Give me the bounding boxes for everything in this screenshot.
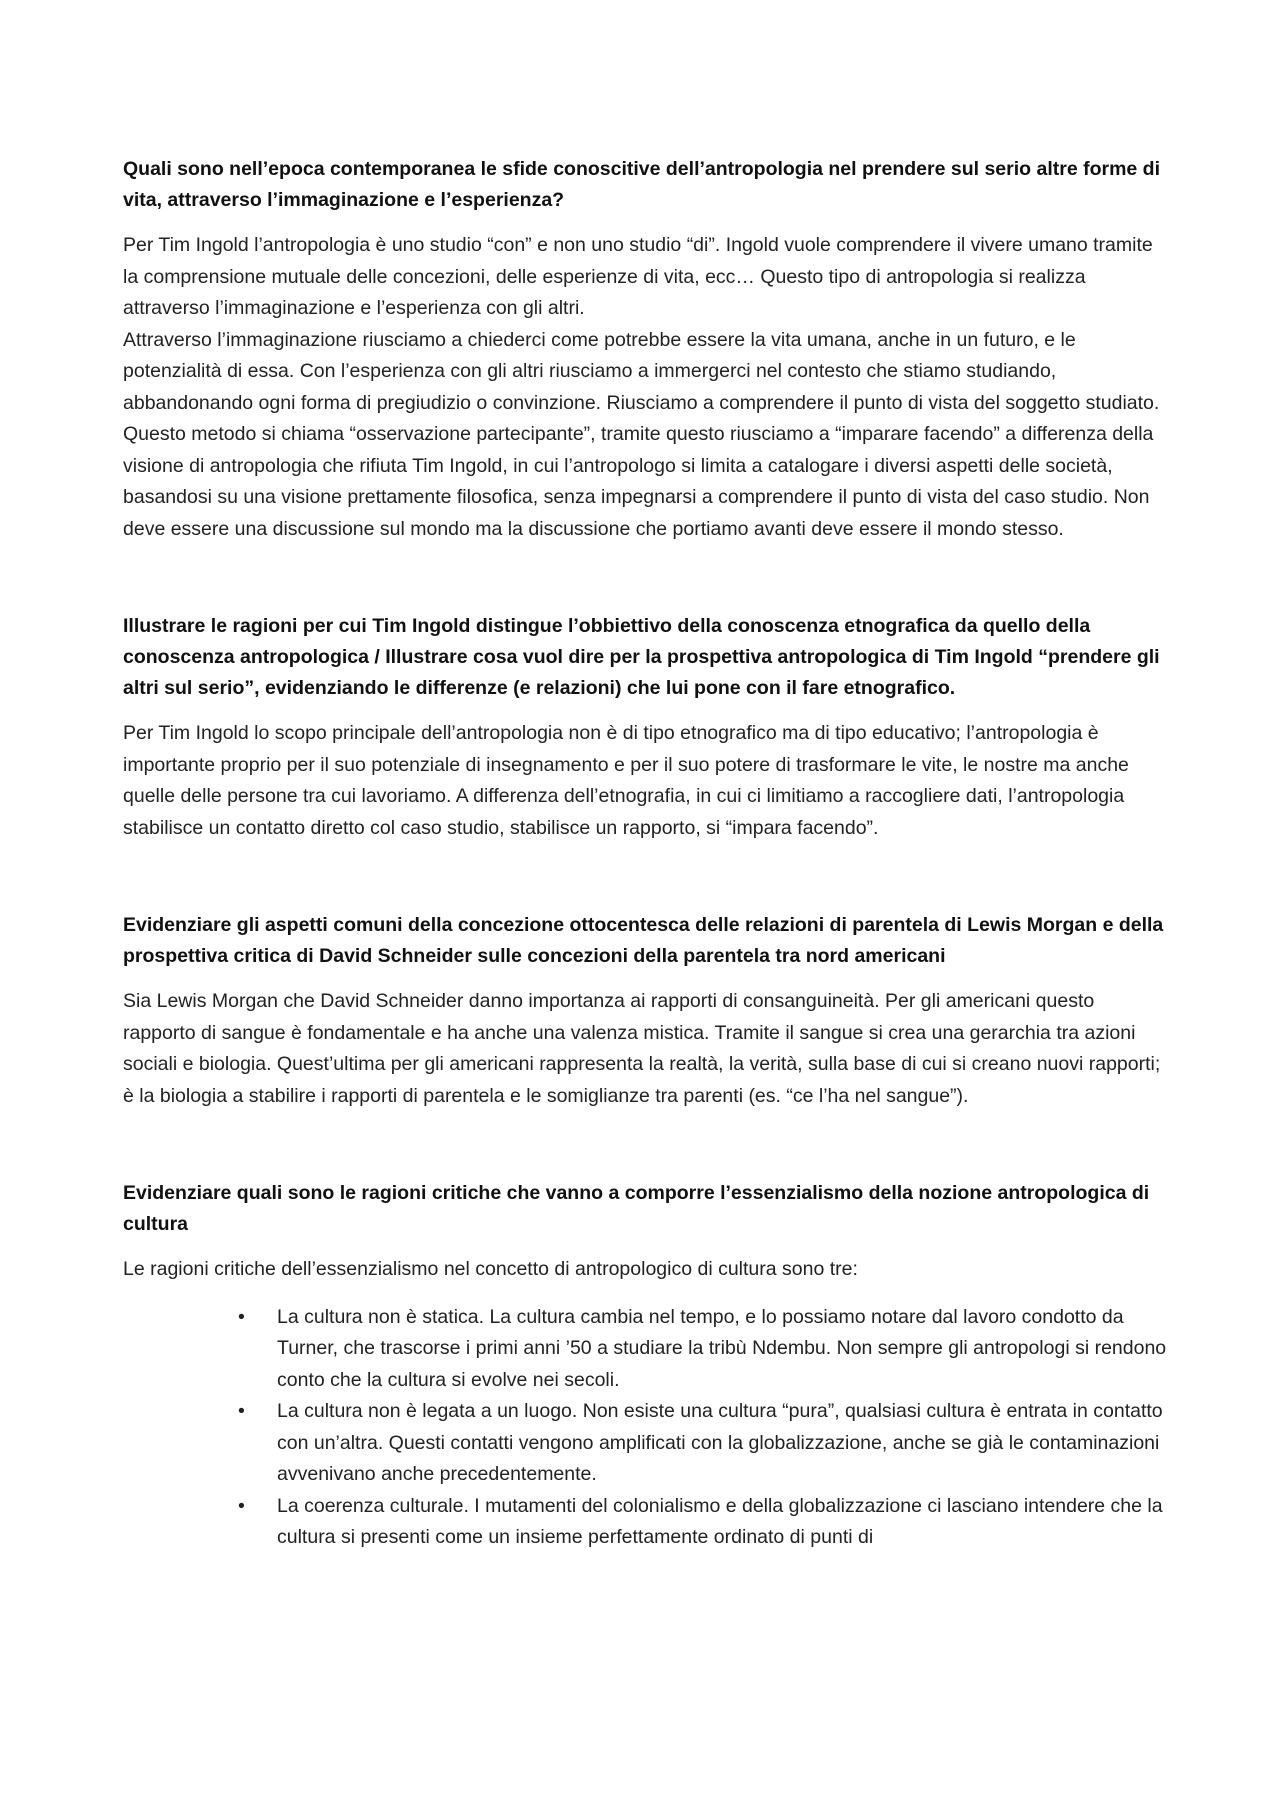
section-paragraph: Sia Lewis Morgan che David Schneider danno importanza ai rapporti di consanguineità. Per gli americani questo rapporto di sangue è fondamentale e ha anche una valenza mistica. Tramite il sangue si crea una gerarchia tra azioni sociali e biologia. Quest’ultima per gli americani rappresenta la realtà, la verità, sulla base di cui si creano nuovi rapporti; è la biologia a stabilire i rapporti di parentela e le somiglianze tra parenti (es. “ce l’ha nel sangue”).	[123, 990, 1161, 1107]
list-item	[123, 1396, 1168, 1491]
section-paragraph: Per Tim Ingold lo scopo principale dell’antropologia non è di tipo etnografico ma di tipo educativo; l’antropologia è importante proprio per il suo potenziale di insegnamento e per il suo potere di trasformare le vite, le nostre ma anche quelle delle persone tra cui lavoriamo. A differenza dell’etnografia, in cui ci limitiamo a raccogliere dati, l’antropologia stabilisce un contatto diretto col caso studio, stabilisce un rapporto, si “impara facendo”.	[123, 722, 1129, 839]
section-paragraph: Le ragioni critiche dell’essenzialismo nel concetto di antropologico di cultura sono tre:	[123, 1258, 858, 1280]
document-content	[123, 154, 1168, 1620]
list-item-text: La cultura non è statica. La cultura cambia nel tempo, e lo possiamo notare dal lavoro condotto da Turner, che trascorse i primi anni ’50 a studiare la tribù Ndembu. Non sempre gli antropologi si rendono conto che la cultura si evolve nei secoli.	[277, 1305, 1167, 1391]
bullet-icon: •	[238, 1305, 245, 1328]
section-paragraph: Attraverso l’immaginazione riusciamo a chiederci come potrebbe essere la vita umana, anche in un futuro, e le potenzialità di essa. Con l’esperienza con gli altri riusciamo a immergerci nel contesto che stiamo studiando, abbandonando ogni forma di pregiudizio o convinzione. Riusciamo a comprendere il punto di vista del soggetto studiato. Questo metodo si chiama “osservazione partecipante”, tramite questo riusciamo a “imparare facendo” a differenza della visione di antropologia che rifiuta Tim Ingold, in cui l’antropologo si limita a catalogare i diversi aspetti delle società, basandosi su una visione prettamente filosofica, senza impegnarsi a comprendere il punto di vista del caso studio. Non deve essere una discussione sul mondo ma la discussione che portiamo avanti deve essere il mondo stesso.	[123, 328, 1160, 540]
bullet-icon: •	[238, 1400, 245, 1422]
list-item-text: La coerenza culturale. I mutamenti del colonialismo e della globalizzazione ci lasciano intendere che la cultura si presenti come un insieme perfettamente ordinato di punti di	[277, 1494, 1163, 1548]
section-question: Quali sono nell’epoca contemporanea le sfide conoscitive dell’antropologia nel prendere sul serio altre forme di vita, attraverso l’immaginazione e l’esperienza?	[123, 158, 1161, 211]
section-question: Illustrare le ragioni per cui Tim Ingold distingue l’obbiettivo della conoscenza etnografica da quello della conoscenza antropologica / Illustrare cosa vuol dire per la prospettiva antropologica di Tim Ingold “prendere gli altri sul serio”, evidenziando le differenze (e relazioni) che lui pone con il fare etnografico.	[123, 615, 1160, 699]
list-item-text: La cultura non è legata a un luogo. Non esiste una cultura “pura”, qualsiasi cultura è entrata in contatto con un’altra. Questi contatti vengono amplificati con la globalizzazione, anche se già le contaminazioni avvenivano anche precedentemente.	[277, 1400, 1163, 1485]
bullet-icon: •	[238, 1494, 245, 1517]
list-item	[123, 1302, 1168, 1397]
section-3	[123, 910, 1168, 1112]
section-question: Evidenziare quali sono le ragioni critiche che vanno a comporre l’essenzialismo della nozione antropologica di cultura	[123, 1182, 1150, 1235]
section-1	[123, 154, 1168, 545]
section-paragraph: Per Tim Ingold l’antropologia è uno studio “con” e non uno studio “di”. Ingold vuole comprendere il vivere umano tramite la comprensione mutuale delle concezioni, delle esperienze di vita, ecc… Questo tipo di antropologia si realizza attraverso l’immaginazione e l’esperienza con gli altri.	[123, 234, 1153, 319]
section-2	[123, 611, 1168, 844]
bullet-list	[123, 1302, 1168, 1554]
section-question: Evidenziare gli aspetti comuni della concezione ottocentesca delle relazioni di parentela di Lewis Morgan e della prospettiva critica di David Schneider sulle concezioni della parentela tra nord americani	[123, 914, 1164, 967]
section-4	[123, 1178, 1168, 1554]
list-item	[123, 1491, 1168, 1554]
